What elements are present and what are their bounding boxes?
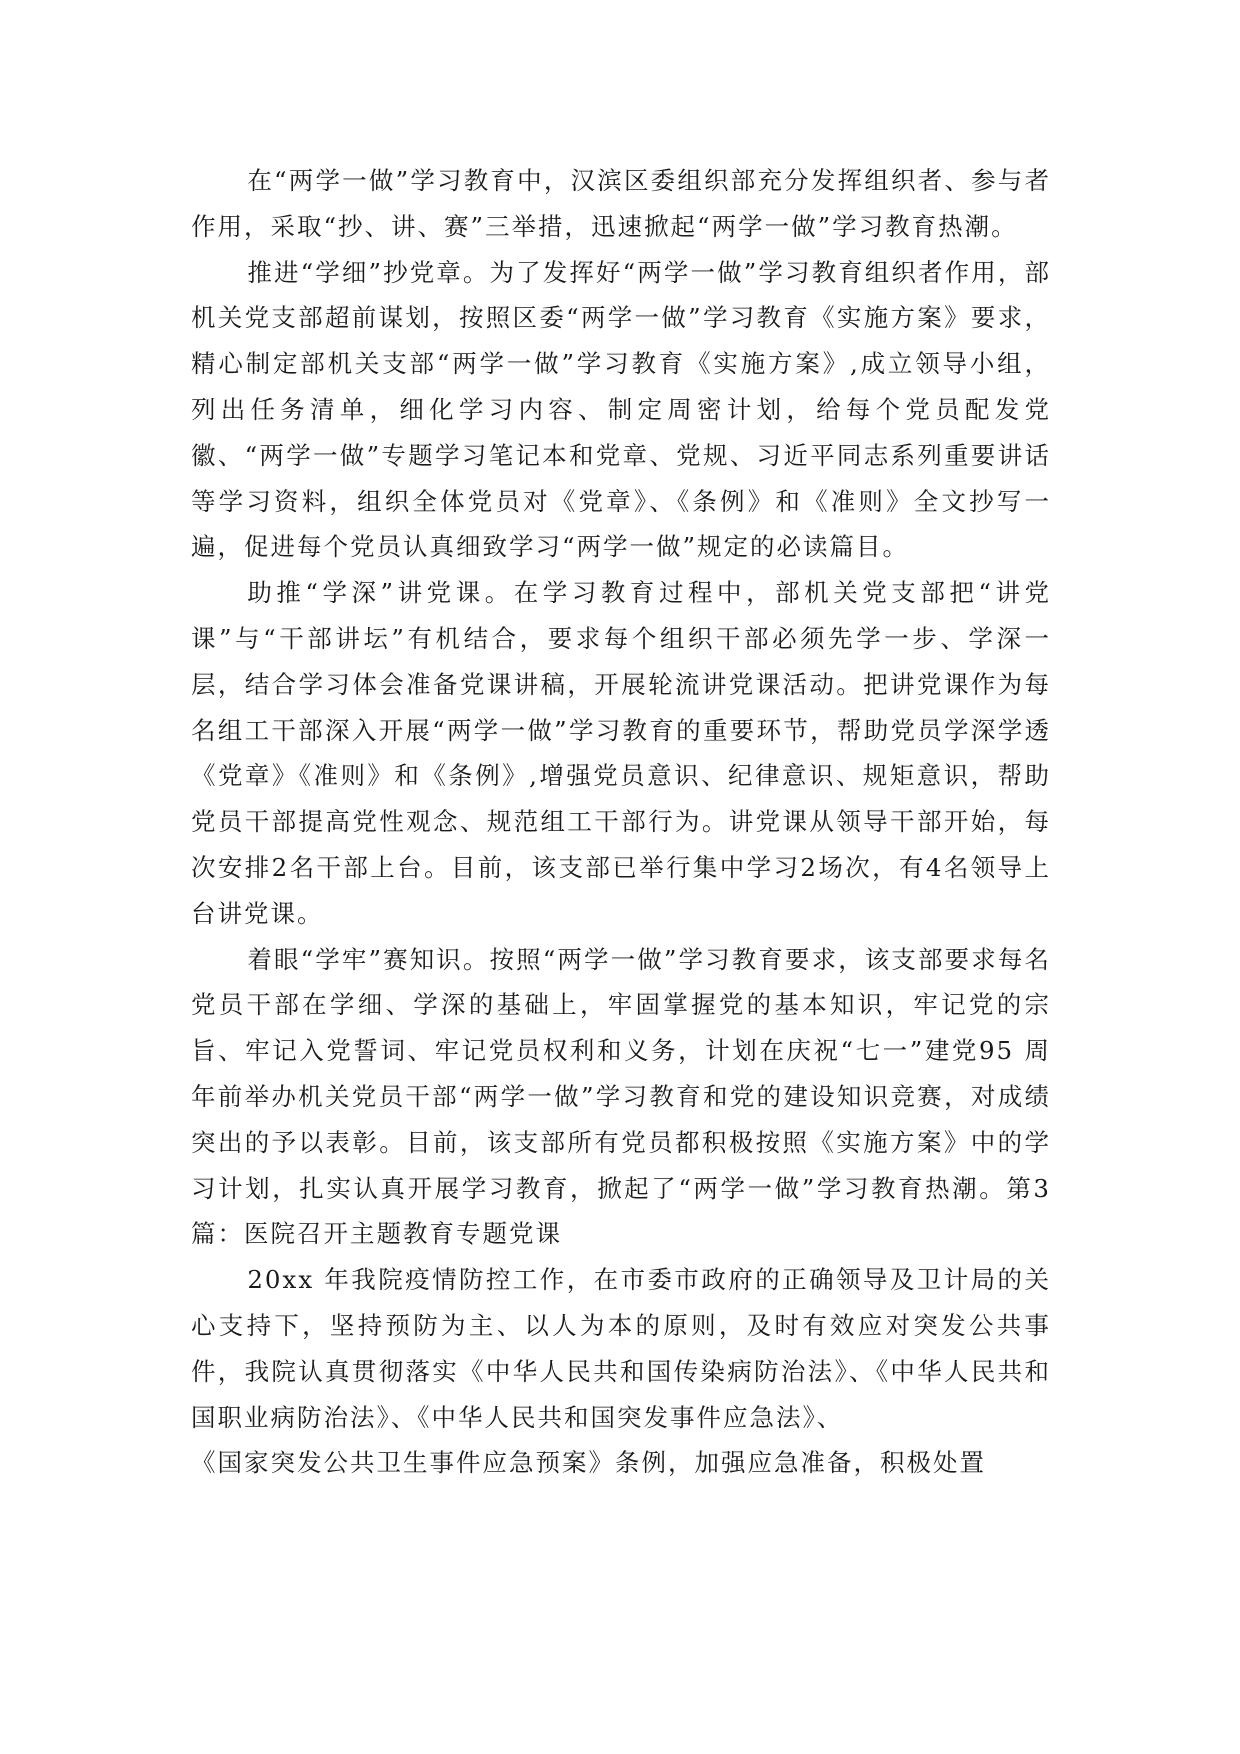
paragraph-party-lecture: 助推“学深”讲党课。在学习教育过程中，部机关党支部把“讲党课”与“干部讲坛”有机结合，要求每个组织干部必须先学一步、学深一层，结合学习体会准备党课讲稿，开展轮流讲党课活动。把讲党课作为每名组工干部深入开展“两学一做”学习教育的重要环节，帮助党员学深学透《党章》《准则》和《条例》,增强党员意识、纪律意识、规矩意识，帮助党员干部提高党性观念、规范组工干部行为。讲党课从领导干部开始，每次安排2名干部上台。目前，该支部已举行集中学习2场次，有4名领导上台讲党课。 [191, 578, 1051, 928]
paragraph-copy-party-constitution: 推进“学细”抄党章。为了发挥好“两学一做”学习教育组织者作用，部机关党支部超前谋划，按照区委“两学一做”学习教育《实施方案》要求，精心制定部机关支部“两学一做”学习教育《实施方案》,成立领导小组，列出任务清单，细化学习内容、制定周密计划，给每个党员配发党徽、“两学一做”专题学习笔记本和党章、党规、习近平同志系列重要讲话等学习资料，组织全体党员对《党章》、《条例》和《准则》全文抄写一遍，促进每个党员认真细致学习“两学一做”规定的必读篇目。 [191, 257, 1051, 562]
paragraph-intro: 在“两学一做”学习教育中，汉滨区委组织部充分发挥组织者、参与者作用，采取“抄、讲、赛”三举措，迅速掀起“两学一做”学习教育热潮。 [191, 166, 1051, 241]
paragraph-trailing-line: 《国家突发公共卫生事件应急预案》条例，加强应急准备，积极处置 [191, 1448, 986, 1478]
paragraph-knowledge-contest: 着眼“学牢”赛知识。按照“两学一做”学习教育要求，该支部要求每名党员干部在学细、学深的基础上，牢固掌握党的基本知识，牢记党的宗旨、牢记入党誓词、牢记党员权利和义务，计划在庆祝“七一”建党95 周年前举办机关党员干部“两学一做”学习教育和党的建设知识竞赛，对成绩突出的予以表彰。目前，该支部所有党员都积极按照《实施方案》中的学习计划，扎实认真开展学习教育，掀起了“两学一做”学习教育热潮。第3篇：医院召开主题教育专题党课 [191, 944, 1051, 1249]
paragraph-epidemic-prevention: 20xx 年我院疫情防控工作，在市委市政府的正确领导及卫计局的关心支持下，坚持预防为主、以人为本的原则，及时有效应对突发公共事件，我院认真贯彻落实《中华人民共和国传染病防治法》、《中华人民共和国职业病防治法》、《中华人民共和国突发事件应急法》、 [191, 1265, 1051, 1432]
document-body [191, 158, 1051, 1486]
